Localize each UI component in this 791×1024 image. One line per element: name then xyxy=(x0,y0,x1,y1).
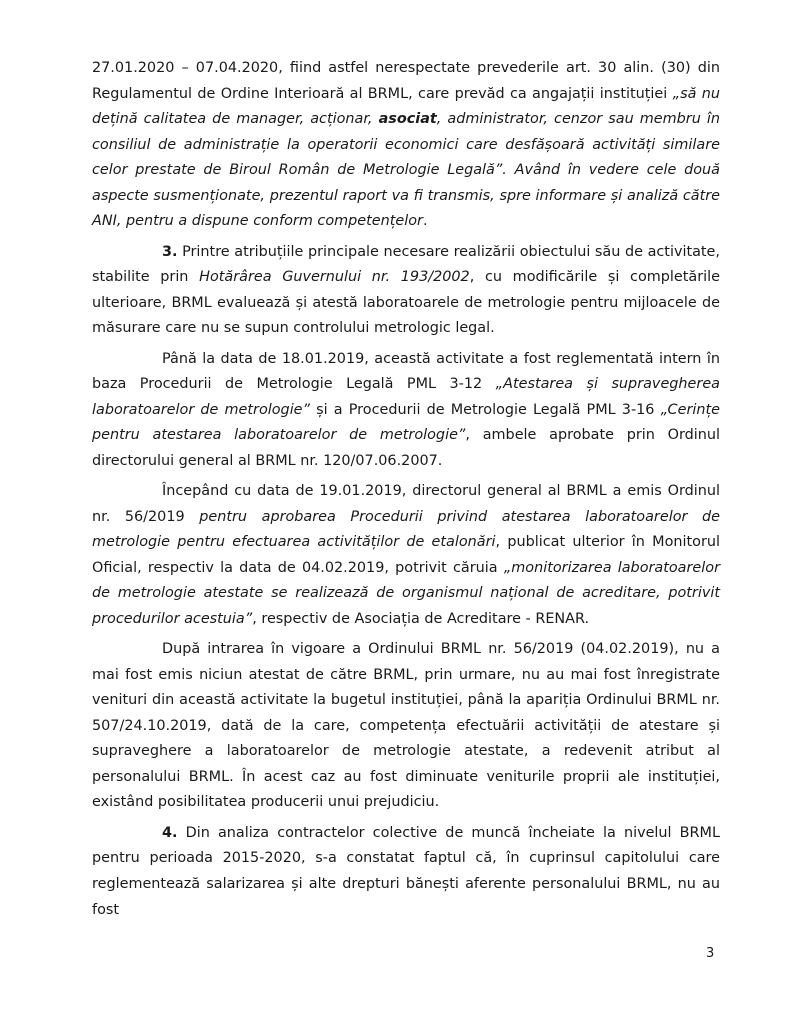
text-run: După intrarea în vigoare a Ordinului BRML nr. 56/2019 (04.02.2019), nu a mai fost emis niciun atestat de către BRML, prin urmare, nu au mai fost înregistrate venituri din această activitate la bugetul instituției, până la apariția Ordinului BRML nr. 507/24.10.2019, dată de la care, competența efectuării activității de atestare și supraveghere a laboratoarelor de metrologie atestate, a redevenit atribut al personalului BRML. În acest caz au fost diminuate veniturile proprii ale instituției, existând posibilitatea producerii unui prejudiciu. xyxy=(92,641,720,811)
paragraph xyxy=(92,56,720,235)
paragraph xyxy=(92,240,720,342)
page-number: 3 xyxy=(706,946,715,961)
text-run: asociat xyxy=(378,111,437,128)
text-run: 4. xyxy=(162,824,178,841)
text-run: Din analiza contractelor colective de muncă încheiate la nivelul BRML pentru perioada 2015-2020, s-a constatat faptul că, în cuprinsul capitolului care reglementează salarizarea și alte drepturi bănești aferente personalului BRML, nu au fost xyxy=(92,824,720,918)
paragraph xyxy=(92,347,720,475)
text-run: „Cerințe pentru atestarea laboratoarelor de metrologie” xyxy=(92,401,720,444)
text-run: , cu modificările și completările ulterioare, BRML evaluează și atestă laboratoarele de metrologie pentru mijloacele de măsurare care nu se supun controlului metrologic legal. xyxy=(92,269,721,337)
text-run: , publicat ulterior în Monitorul Oficial, respectiv la data de 04.02.2019, potrivit căruia xyxy=(92,534,720,576)
document-body xyxy=(92,56,720,928)
text-run: pentru aprobarea Procedurii privind atestarea laboratoarelor de metrologie pentru efectuarea activităților de etalonări xyxy=(92,508,720,551)
text-run: și a Procedurii de Metrologie Legală PML 3-16 xyxy=(310,401,661,418)
text-run: „Atestarea și supravegherea laboratoarelor de metrologie” xyxy=(92,376,720,418)
paragraph xyxy=(92,479,720,632)
text-run: Hotărârea Guvernului nr. 193/2002 xyxy=(199,269,470,286)
paragraph xyxy=(92,821,720,923)
text-run: , respectiv de Asociația de Acreditare - RENAR. xyxy=(252,610,590,627)
text-run: , ambele aprobate prin Ordinul directorului general al BRML nr. 120/07.06.2007. xyxy=(92,427,720,469)
text-run: Printre atribuțiile principale necesare realizării obiectului său de activitate, stabilite prin xyxy=(92,243,720,286)
text-run: Până la data de 18.01.2019, această activitate a fost reglementată intern în baza Procedurii de Metrologie Legală PML 3-12 xyxy=(92,350,720,393)
text-run: „monitorizarea laboratoarelor de metrologie atestate se realizează de organismul național de acreditare, potrivit procedurilor acestuia” xyxy=(92,559,720,627)
text-run: 3. xyxy=(162,243,178,260)
text-run: „să nu dețină calitatea de manager, acționar, xyxy=(92,85,720,128)
text-run: Începând cu data de 19.01.2019, directorul general al BRML a emis Ordinul nr. 56/2019 xyxy=(92,483,720,525)
paragraph xyxy=(92,637,720,816)
text-run: 27.01.2020 – 07.04.2020, fiind astfel nerespectate prevederile art. 30 alin. (30) din Regulamentul de Ordine Interioară al BRML, care prevăd ca angajații instituției xyxy=(92,60,720,102)
text-run: , administrator, cenzor sau membru în consiliul de administrație la operatorii economici care desfășoară activități similare celor prestate de Biroul Român de Metrologie Legală”. Având în vedere cele două aspecte susmenționate, prezentul raport va fi transmis, spre informare și analiză către ANI, pentru a dispune conform competențelor xyxy=(92,111,720,230)
text-run: . xyxy=(422,213,428,230)
